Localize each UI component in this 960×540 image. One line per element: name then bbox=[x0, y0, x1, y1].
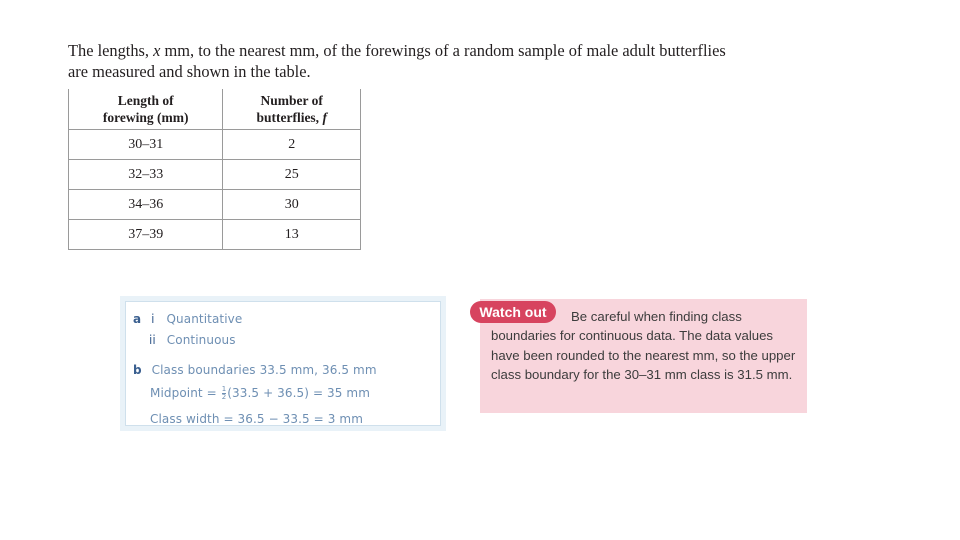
cell-length: 32–33 bbox=[69, 160, 223, 190]
table-row bbox=[69, 130, 361, 160]
fraction-denominator: 2 bbox=[221, 393, 227, 401]
answer-a-i bbox=[133, 312, 242, 326]
answer-b-1 bbox=[133, 363, 377, 377]
question-text-part1: The lengths, bbox=[68, 41, 154, 60]
cell-count: 30 bbox=[223, 190, 361, 220]
answer-b-1-text: Class boundaries 33.5 mm, 36.5 mm bbox=[151, 363, 377, 377]
question-text bbox=[68, 40, 748, 82]
answer-a-i-label: i bbox=[151, 312, 155, 326]
cell-count: 13 bbox=[223, 220, 361, 250]
header-count bbox=[223, 89, 361, 130]
watch-out-text: Be careful when finding class boundaries for continuous data. The data values have been rounded to the nearest mm, so the upper class boundary for the 30–31 mm class is 31.5 mm. bbox=[491, 309, 796, 383]
header-count-line2-text: butterflies, bbox=[256, 110, 323, 125]
table-row bbox=[69, 220, 361, 250]
watch-out-badge: Watch out bbox=[470, 301, 556, 323]
answer-b-2 bbox=[150, 386, 370, 401]
answer-b-3 bbox=[150, 412, 363, 426]
variable-x: x bbox=[153, 41, 161, 60]
answer-a-i-text: Quantitative bbox=[166, 312, 243, 326]
answer-box bbox=[120, 296, 446, 431]
answer-a-ii-label: ii bbox=[149, 333, 156, 347]
variable-f: f bbox=[322, 110, 327, 125]
answer-a-label: a bbox=[133, 312, 142, 326]
frequency-table bbox=[68, 89, 361, 250]
watch-out-box bbox=[480, 299, 807, 413]
header-length-line1: Length of bbox=[117, 93, 174, 108]
cell-length: 30–31 bbox=[69, 130, 223, 160]
header-count-line2 bbox=[223, 109, 360, 126]
cell-count: 25 bbox=[223, 160, 361, 190]
answer-a-ii bbox=[149, 333, 236, 347]
header-length bbox=[69, 89, 223, 130]
answer-b-2-prefix: Midpoint = bbox=[150, 386, 221, 400]
table-row bbox=[69, 190, 361, 220]
header-length-line2: forewing (mm) bbox=[102, 110, 189, 125]
cell-length: 34–36 bbox=[69, 190, 223, 220]
cell-length: 37–39 bbox=[69, 220, 223, 250]
header-count-line1: Number of bbox=[260, 93, 323, 108]
cell-count: 2 bbox=[223, 130, 361, 160]
answer-b-label: b bbox=[133, 363, 142, 377]
answer-a-ii-text: Continuous bbox=[166, 333, 236, 347]
answer-panel bbox=[125, 301, 441, 426]
table-header-row bbox=[69, 89, 361, 130]
question-text-part2: mm, to the nearest mm, of the forewings of a random sample of male adult butterflies are measured and shown in the table. bbox=[68, 41, 726, 81]
answer-b-3-text: Class width = 36.5 − 33.5 = 3 mm bbox=[150, 412, 363, 426]
answer-b-2-suffix: (33.5 + 36.5) = 35 mm bbox=[227, 386, 370, 400]
fraction-numerator: 1 bbox=[221, 385, 227, 393]
fraction-half bbox=[222, 386, 227, 401]
table-row bbox=[69, 160, 361, 190]
